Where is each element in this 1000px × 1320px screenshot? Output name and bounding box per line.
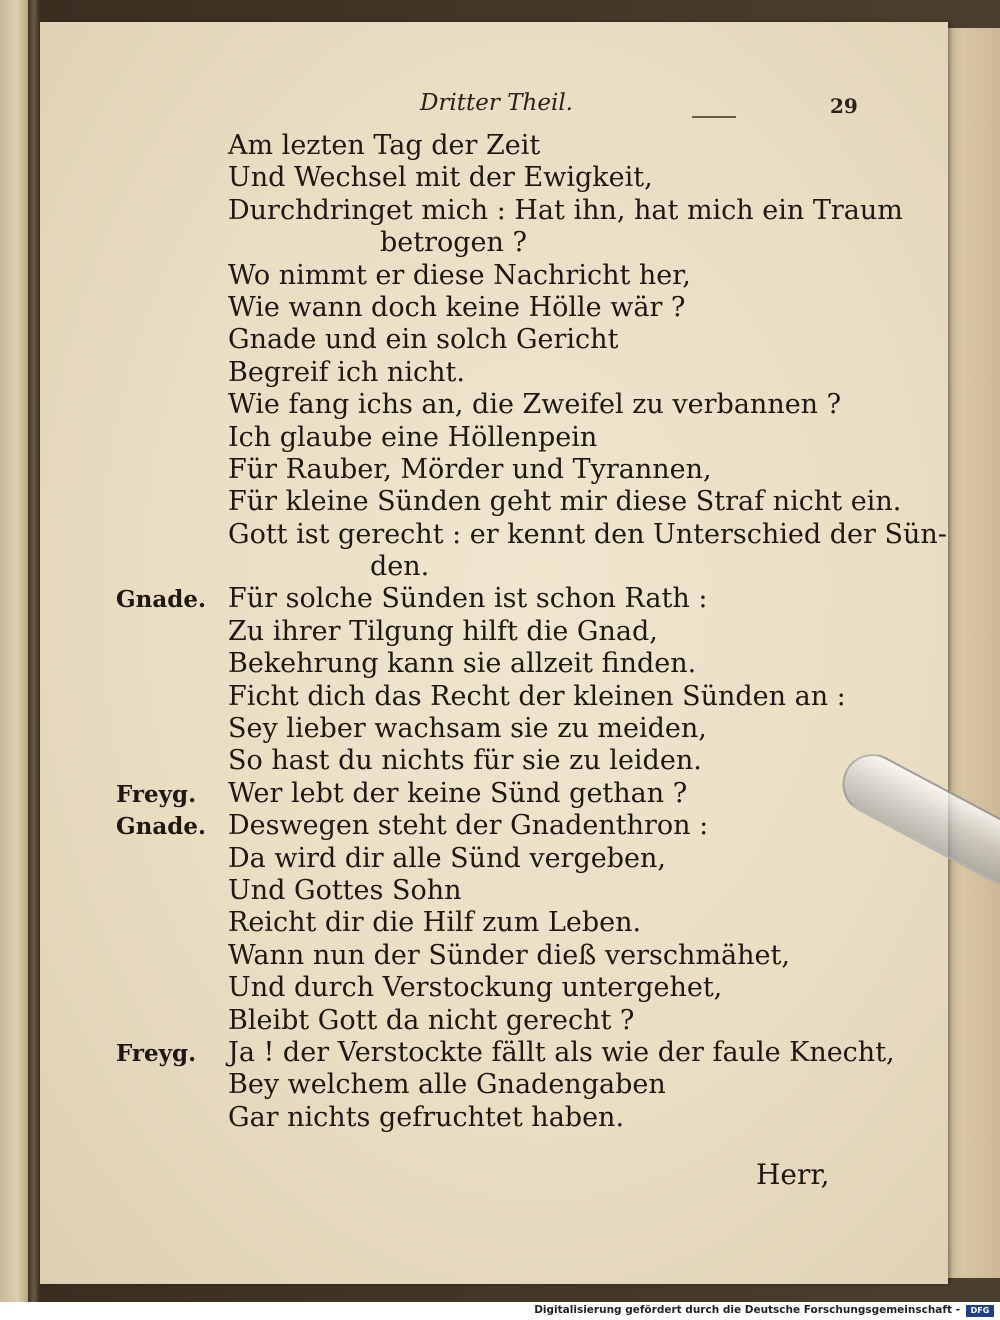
header-rule [692,116,736,118]
verse-text: Ficht dich das Recht der kleinen Sünden an : [228,680,846,712]
verse-text: Wann nun der Sünder dieß verschmähet, [228,939,790,971]
verse-text: den. [370,551,430,583]
verse-line [40,260,948,292]
verse-text: Wer lebt der keine Sünd gethan ? [228,777,688,809]
facing-page-edge [0,0,28,1302]
verse-text: Für solche Sünden ist schon Rath : [228,583,708,615]
verse-text: Reicht dir die Hilf zum Leben. [228,907,642,939]
verse-block [40,130,948,1134]
verse-line [40,162,948,194]
verse-text: Sey lieber wachsam sie zu meiden, [228,713,707,745]
verse-text: Bekehrung kann sie allzeit finden. [228,648,697,680]
verse-line [40,940,948,972]
verse-text: betrogen ? [380,227,527,259]
verse-text: Da wird dir alle Sünd vergeben, [228,842,666,874]
verse-text: Für kleine Sünden geht mir diese Straf nicht ein. [228,486,902,518]
verse-line [40,1102,948,1134]
verse-line [40,616,948,648]
verse-text: Ja ! der Verstockte fällt als wie der faule Knecht, [228,1036,895,1068]
verse-line [40,519,948,551]
verse-line [40,1037,948,1069]
verse-line [40,810,948,842]
verse-line [40,1069,948,1101]
speaker-label: Freyg. [116,780,197,808]
verse-line [40,745,948,777]
verse-line [40,907,948,939]
verse-text: Bleibt Gott da nicht gerecht ? [228,1004,635,1036]
verse-line [40,422,948,454]
verse-line [40,551,948,583]
verse-text: Wo nimmt er diese Nachricht her, [228,259,691,291]
verse-text: Wie wann doch keine Hölle wär ? [228,291,686,323]
verse-text: Und Wechsel mit der Ewigkeit, [228,162,653,194]
verse-line [40,357,948,389]
verse-line [40,389,948,421]
verse-text: Bey welchem alle Gnadengaben [228,1069,666,1101]
dfg-logo: DFG [966,1305,994,1317]
catchword: Herr, [756,1158,830,1191]
page-header [40,84,948,124]
verse-line [40,972,948,1004]
verse-text: So hast du nichts für sie zu leiden. [228,745,702,777]
verse-text: Ich glaube eine Höllenpein [228,421,598,453]
verse-text: Gar nichts gefruchtet haben. [228,1101,625,1133]
verse-line [40,454,948,486]
verse-line [40,195,948,227]
verse-line [40,486,948,518]
verse-text: Deswegen steht der Gnadenthron : [228,810,709,842]
speaker-label: Gnade. [116,813,206,841]
verse-text: Am lezten Tag der Zeit [228,130,541,161]
speaker-label: Freyg. [116,1039,197,1067]
verse-line [40,778,948,810]
verse-text: Wie fang ichs an, die Zweifel zu verbannen ? [228,389,842,421]
verse-line [40,324,948,356]
verse-line [40,227,948,259]
verse-text: Und durch Verstockung untergehet, [228,972,723,1004]
page-number: 29 [830,94,858,118]
verse-line [40,292,948,324]
verse-text: Und Gottes Sohn [228,874,462,906]
verse-line [40,875,948,907]
verse-text: Durchdringet mich : Hat ihn, hat mich ein Traum [228,194,903,226]
verse-line [40,583,948,615]
speaker-label: Gnade. [116,586,206,614]
verse-line [40,843,948,875]
verse-line [40,713,948,745]
verse-line [40,648,948,680]
book-page [40,22,948,1284]
verse-text: Zu ihrer Tilgung hilft die Gnad, [228,615,658,647]
running-head: Dritter Theil. [420,90,573,116]
verse-text: Begreif ich nicht. [228,356,465,388]
credit-text: Digitalisierung gefördert durch die Deutsche Forschungsgemeinschaft - [534,1304,960,1316]
verse-line [40,1005,948,1037]
verse-text: Für Rauber, Mörder und Tyrannen, [228,453,712,485]
verse-text: Gnade und ein solch Gericht [228,324,619,356]
verse-text: Gott ist gerecht : er kennt den Unterschied der Sün- [228,518,947,550]
digitization-footer [0,1302,1000,1320]
verse-line [40,681,948,713]
verse-line [40,130,948,162]
